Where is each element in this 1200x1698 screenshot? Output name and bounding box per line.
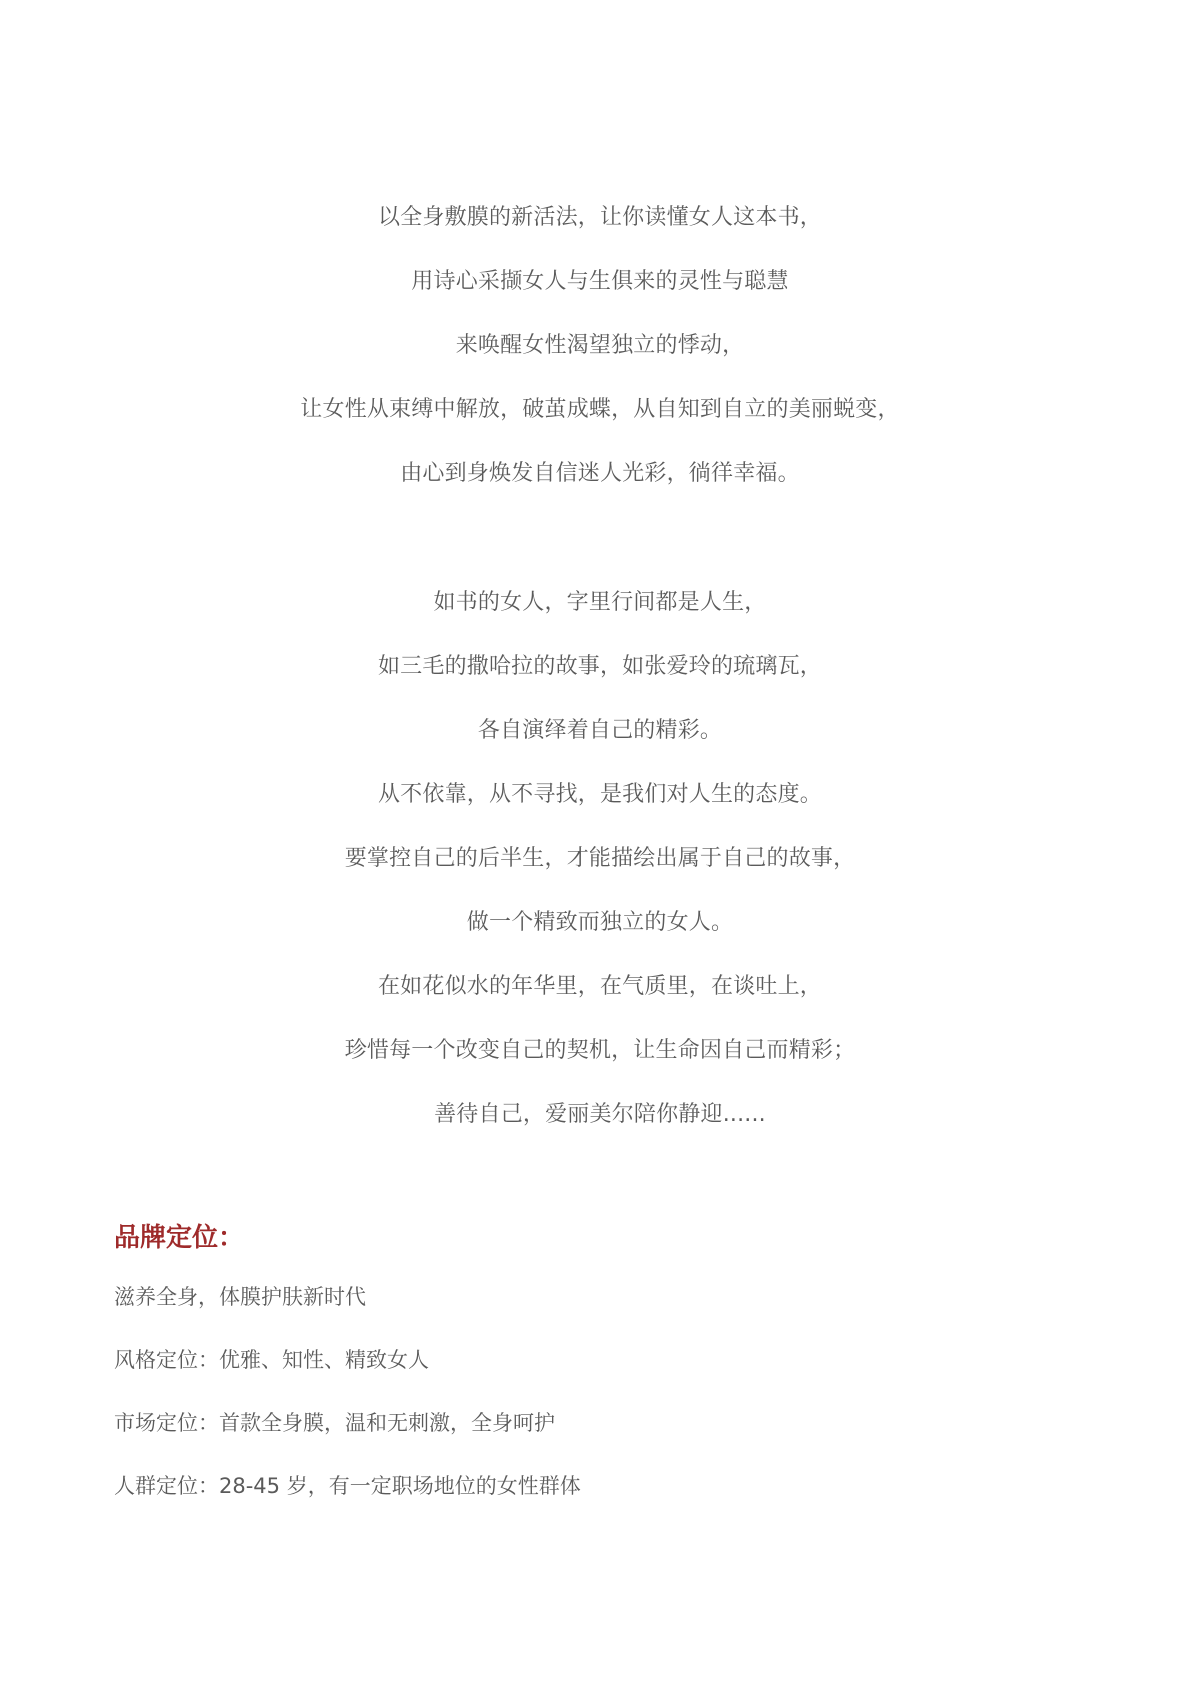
brand-positioning-heading: 品牌定位： bbox=[114, 1223, 245, 1253]
poem-line: 要掌控自己的后半生，才能描绘出属于自己的故事， bbox=[344, 846, 856, 871]
poem-line: 来唤醒女性渴望独立的悸动， bbox=[455, 333, 745, 358]
intro-poem bbox=[0, 205, 1200, 525]
poem-line: 以全身敷膜的新活法，让你读懂女人这本书， bbox=[377, 205, 822, 230]
woman-book-poem bbox=[0, 590, 1200, 1166]
poem-line: 在如花似水的年华里，在气质里，在谈吐上， bbox=[377, 974, 822, 999]
poem-line: 如书的女人，字里行间都是人生， bbox=[433, 590, 767, 615]
poem-line: 让女性从束缚中解放，破茧成蝶，从自知到自立的美丽蜕变， bbox=[300, 397, 900, 422]
poem-line: 如三毛的撒哈拉的故事，如张爱玲的琉璃瓦， bbox=[377, 654, 822, 679]
poem-line: 善待自己，爱丽美尔陪你静迎...... bbox=[434, 1102, 766, 1127]
style-positioning: 风格定位：优雅、知性、精致女人 bbox=[114, 1348, 429, 1372]
poem-line: 由心到身焕发自信迷人光彩，徜徉幸福。 bbox=[400, 461, 800, 486]
market-positioning: 市场定位：首款全身膜，温和无刺激，全身呵护 bbox=[114, 1411, 555, 1435]
poem-line: 从不依靠，从不寻找，是我们对人生的态度。 bbox=[377, 782, 822, 807]
poem-line: 珍惜每一个改变自己的契机，让生命因自己而精彩； bbox=[344, 1038, 856, 1063]
brand-positioning-section bbox=[114, 1222, 1114, 1536]
brand-slogan: 滋养全身，体膜护肤新时代 bbox=[114, 1285, 366, 1309]
audience-positioning: 人群定位：28-45 岁，有一定职场地位的女性群体 bbox=[114, 1474, 581, 1498]
poem-line: 做一个精致而独立的女人。 bbox=[466, 910, 734, 935]
poem-line: 用诗心采撷女人与生俱来的灵性与聪慧 bbox=[411, 269, 789, 294]
poem-line: 各自演绎着自己的精彩。 bbox=[477, 718, 723, 743]
